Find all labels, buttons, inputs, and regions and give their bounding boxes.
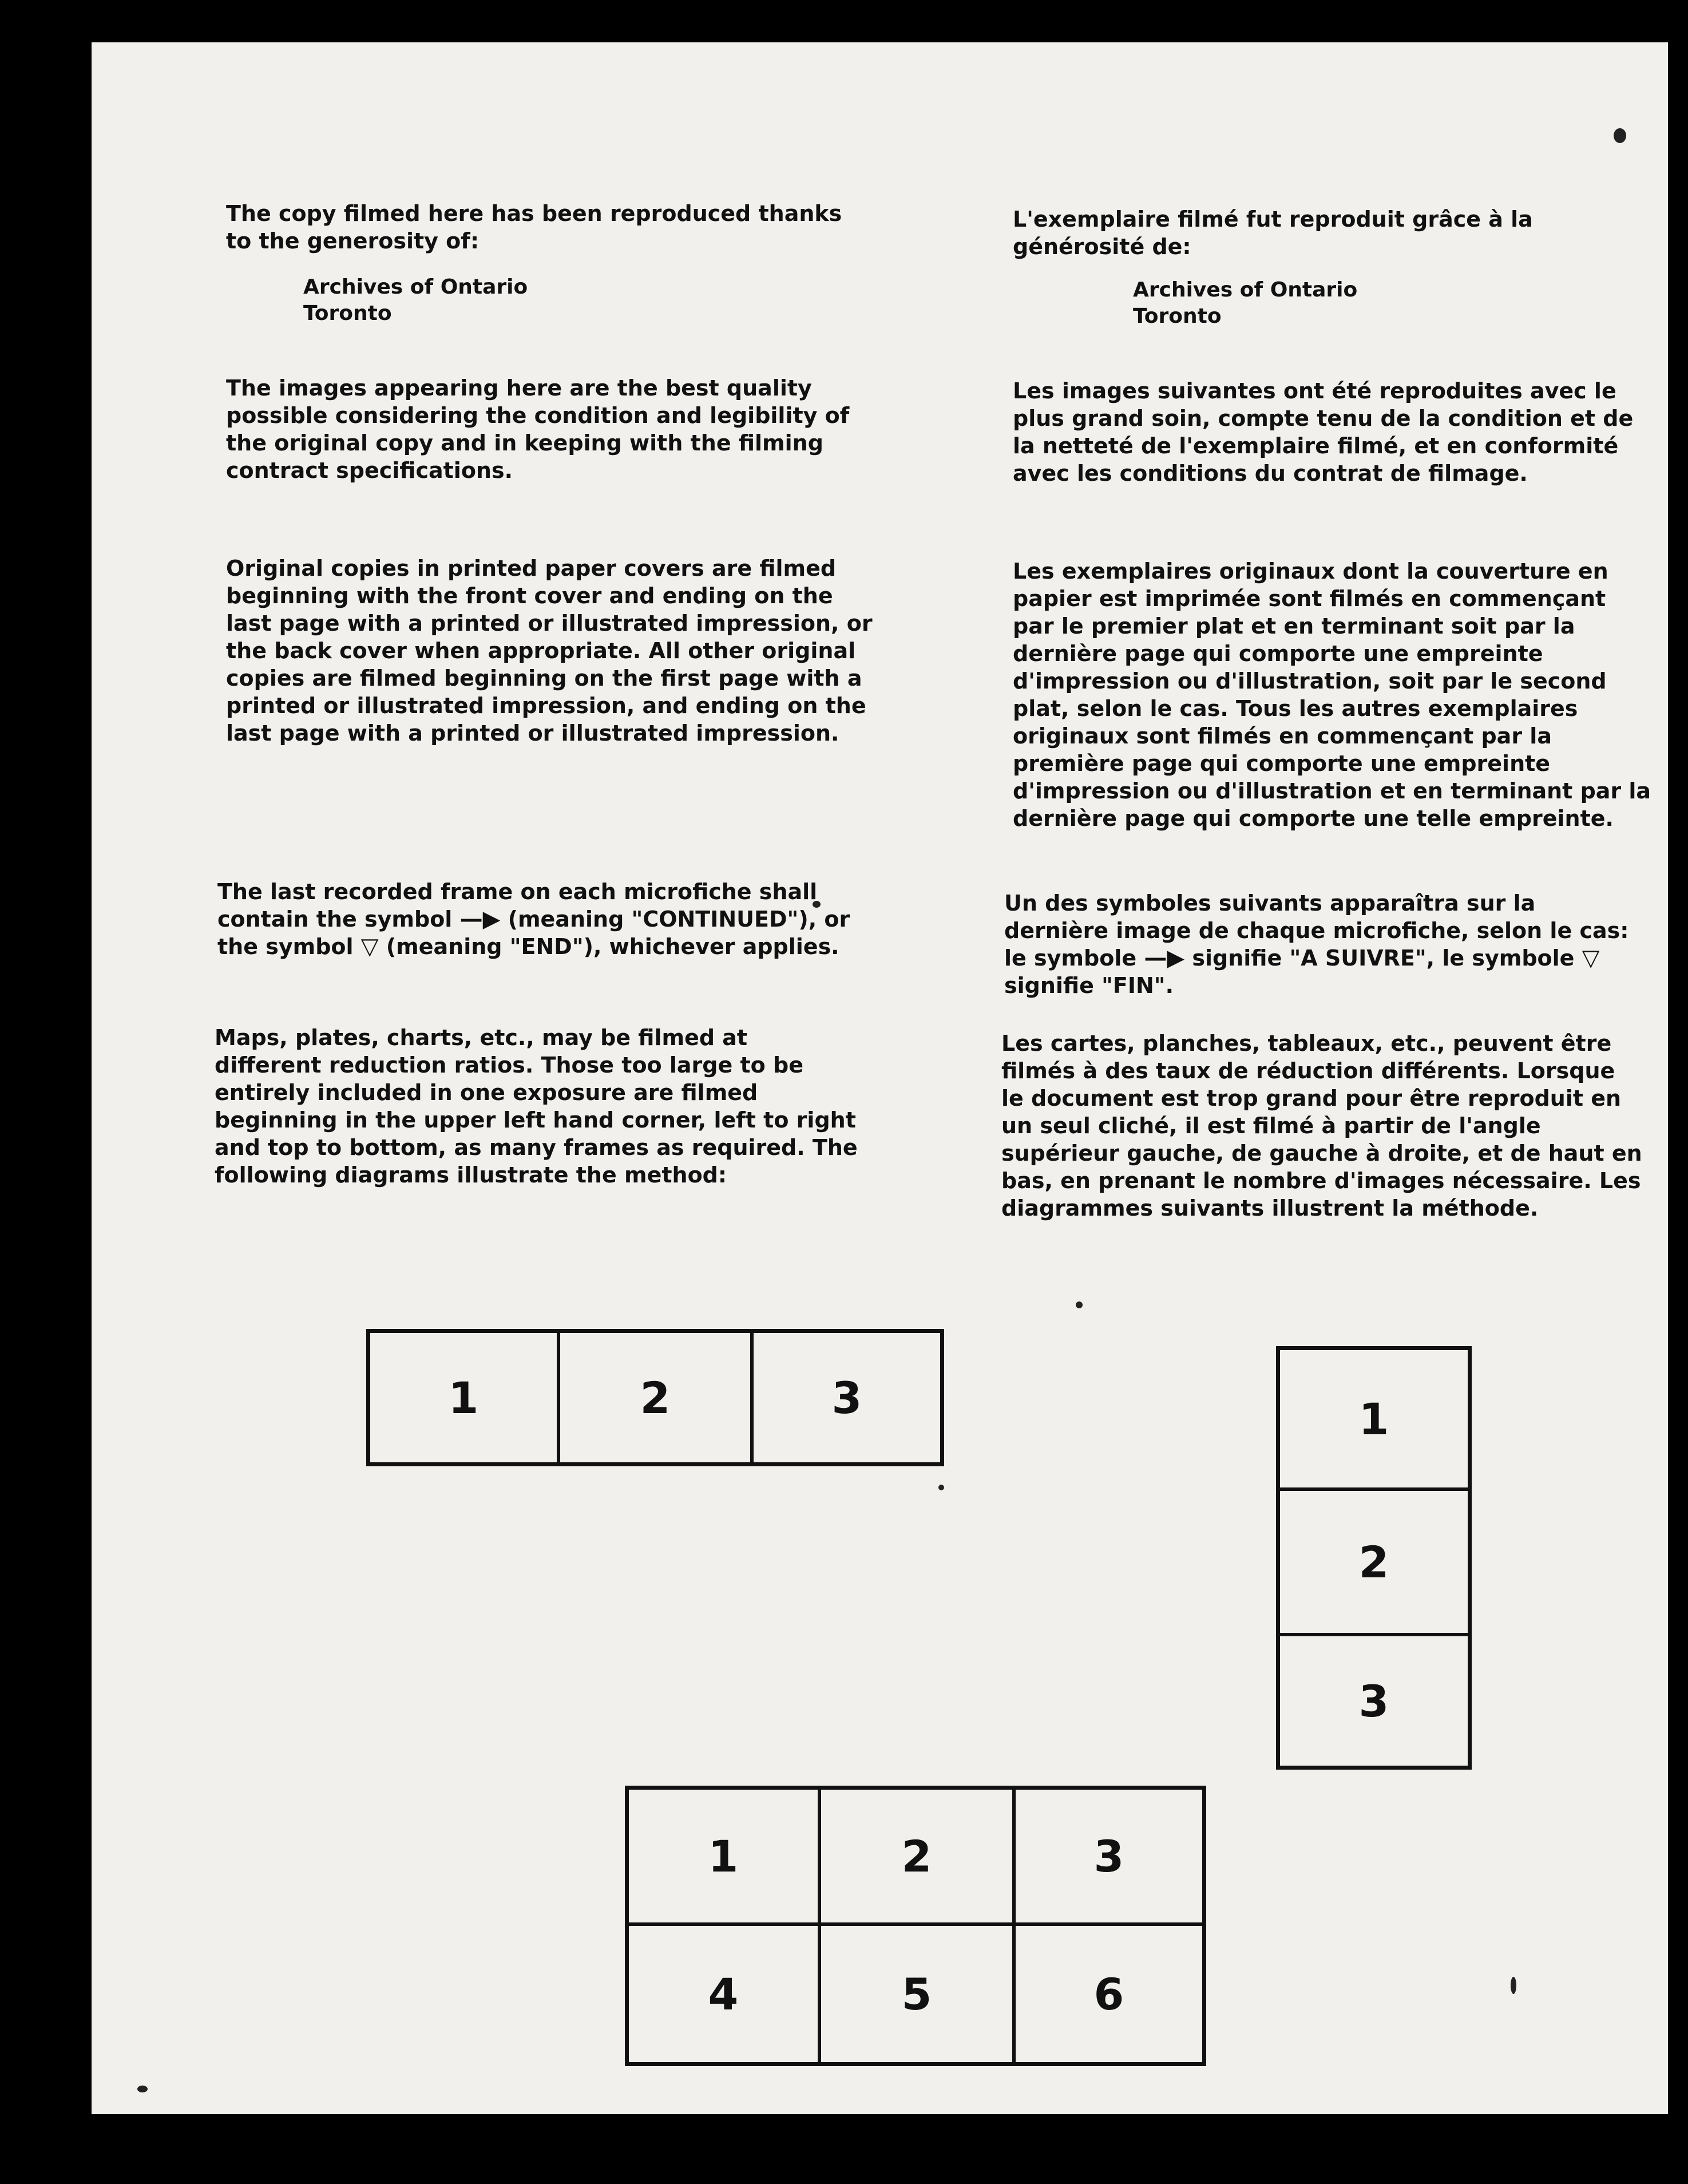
diagram-cell: 1	[1280, 1350, 1468, 1491]
diagram-cell: 3	[831, 1372, 862, 1423]
french-symbols-paragraph	[1004, 889, 1645, 999]
end-triangle-icon: ▽	[360, 933, 379, 960]
english-quality-paragraph: The images appearing here are the best quality possible considering the condition and legibility of the original copy and in keeping with the filming contract specifications.	[226, 375, 850, 483]
ink-speck	[137, 2086, 148, 2092]
english-originals-paragraph: Original copies in printed paper covers are filmed beginning with the front cover and ending on the last page with a printed or illustrated impression, or the back cover when appropriate. All other original copies are filmed beginning on the first page with a printed or illustrated impression, and ending on the last page with a printed or illustrated impression.	[226, 556, 873, 746]
english-archive-name: Archives of Ontario	[303, 275, 528, 299]
end-triangle-icon: ▽	[1582, 945, 1600, 971]
diagram-cell: 1	[370, 1333, 560, 1462]
continued-arrow-icon: —▶	[1144, 945, 1185, 971]
french-archive-city: Toronto	[1133, 304, 1222, 328]
ink-speck	[938, 1485, 944, 1490]
diagram-cell: 4	[629, 1926, 821, 2062]
french-archive-name: Archives of Ontario	[1133, 278, 1358, 302]
diagram-cell: 2	[1280, 1491, 1468, 1636]
english-symbols-text-a: The last recorded frame on each microfiche shall contain the symbol	[217, 879, 818, 932]
diagram-cell: 1	[629, 1790, 821, 1926]
grid-frame-diagram	[625, 1786, 1206, 2066]
english-symbols-text-c: (meaning "END"), whichever applies.	[386, 934, 839, 959]
french-maps-paragraph: Les cartes, planches, tableaux, etc., peuvent être filmés à des taux de réduction différents. Lorsque le document est trop grand pour être reproduit en un seul cliché, il est filmé à partir de l'angle supérieur gauche, de gauche à droite, et de haut en bas, en prenant le nombre d'images nécessaire. Les diagrammes suivants illustrent la méthode.	[1001, 1031, 1642, 1221]
diagram-cell: 3	[1016, 1790, 1202, 1926]
french-symbols-text-b: signifie "A SUIVRE", le symbole	[1192, 945, 1575, 971]
diagram-cell: 2	[560, 1333, 754, 1462]
english-maps-paragraph: Maps, plates, charts, etc., may be filmed at different reduction ratios. Those too large to be entirely included in one exposure are filmed beginning in the upper left hand corner, left to right and top to bottom, as many frames as required. The following diagrams illustrate the method:	[215, 1025, 858, 1188]
english-symbols-text-b: (meaning "CONTINUED"), or the symbol	[217, 907, 850, 959]
horizontal-frame-diagram	[366, 1329, 944, 1466]
english-intro: The copy filmed here has been reproduced thanks to the generosity of:	[226, 201, 842, 254]
french-originals-paragraph: Les exemplaires originaux dont la couverture en papier est imprimée sont filmés en commençant par le premier plat et en terminant soit par la dernière page qui comporte une empreinte d'impression ou d'illustration, soit par le second plat, selon le cas. Tous les autres exemplaires originaux sont filmés en commençant par la première page qui comporte une empreinte d'impression ou d'illustration et en terminant par la dernière page qui comporte une telle empreinte.	[1013, 559, 1651, 831]
diagram-cell: 5	[821, 1926, 1016, 2062]
diagram-cell: 3	[1358, 1675, 1389, 1727]
french-quality-paragraph: Les images suivantes ont été reproduites avec le plus grand soin, compte tenu de la condition et de la netteté de l'exemplaire filmé, et en conformité avec les conditions du contrat de filmage.	[1013, 378, 1634, 486]
ink-speck	[1614, 128, 1626, 143]
diagram-cell: 2	[821, 1790, 1016, 1926]
french-intro: L'exemplaire filmé fut reproduit grâce à la générosité de:	[1013, 207, 1533, 259]
vertical-frame-diagram	[1276, 1346, 1472, 1770]
french-symbols-text-c: signifie "FIN".	[1004, 973, 1174, 998]
diagram-cell: 6	[1093, 1968, 1124, 2020]
ink-speck	[1076, 1301, 1083, 1308]
english-symbols-paragraph	[217, 878, 864, 960]
continued-arrow-icon: —▶	[459, 906, 501, 932]
french-symbols-text-a: Un des symboles suivants apparaîtra sur la dernière image de chaque microfiche, selon le cas: le symbole	[1004, 891, 1629, 971]
microfiche-page	[92, 42, 1668, 2114]
english-archive-city: Toronto	[303, 302, 392, 325]
ink-speck	[1511, 1977, 1516, 1994]
